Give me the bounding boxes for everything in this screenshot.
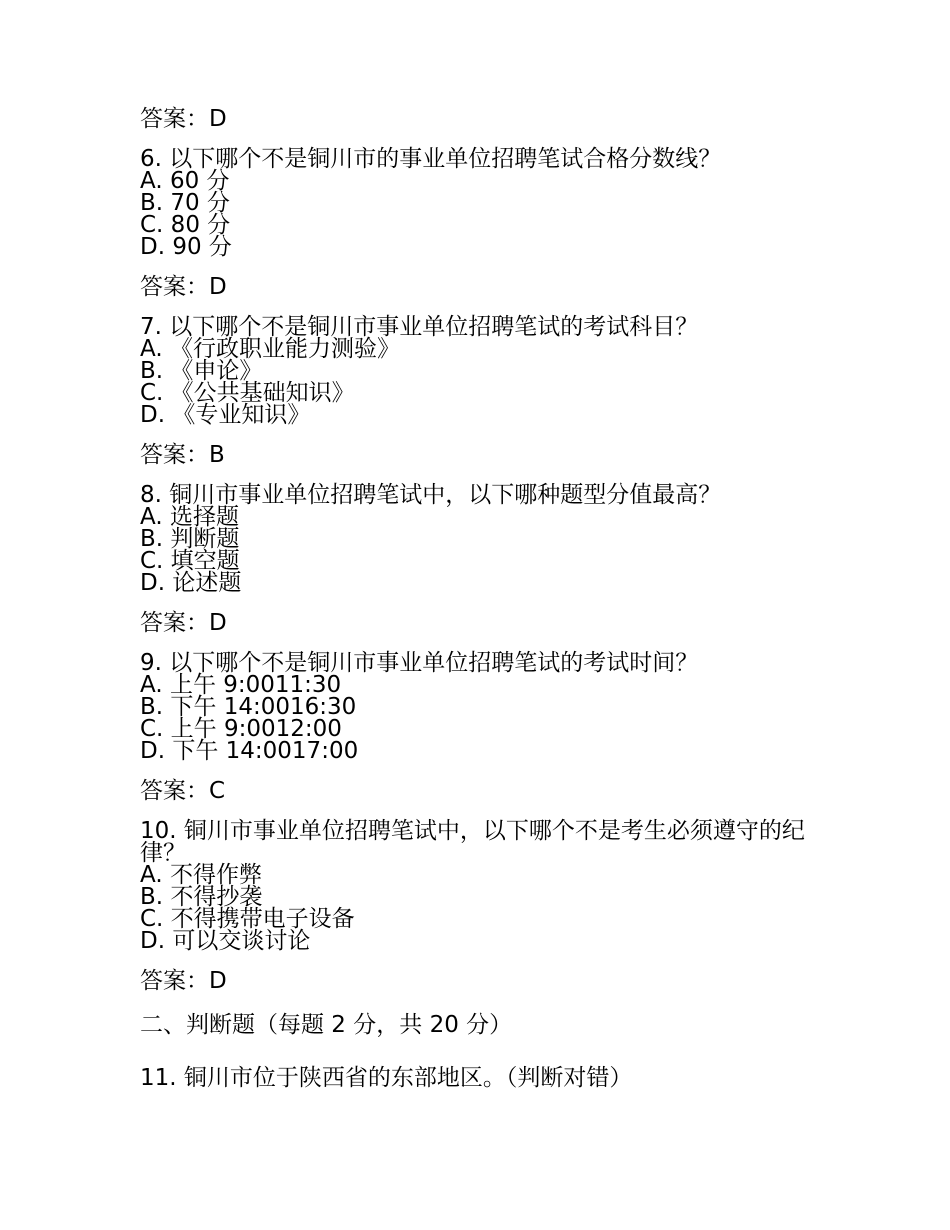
option-b: B. 下午 14:0016:30 (140, 694, 357, 720)
answer-previous: 答案：D (140, 106, 227, 132)
answer-9: 答案：C (140, 778, 226, 804)
option-a: A. 《行政职业能力测验》 (140, 336, 400, 362)
option-a: A. 不得作弊 (140, 862, 262, 888)
option-d: D. 可以交谈讨论 (140, 928, 311, 954)
option-a: A. 60 分 (140, 168, 230, 194)
answer-6: 答案：D (140, 274, 227, 300)
question-9 (140, 652, 840, 762)
option-b: B. 判断题 (140, 526, 240, 552)
option-d: D. 论述题 (140, 570, 242, 596)
answer-8: 答案：D (140, 610, 227, 636)
answer-7: 答案：B (140, 442, 225, 468)
option-c: C. 《公共基础知识》 (140, 380, 355, 406)
option-d: D. 《专业知识》 (140, 402, 311, 428)
question-text: 8. 铜川市事业单位招聘笔试中，以下哪种题型分值最高？ (140, 482, 722, 508)
question-text: 6. 以下哪个不是铜川市的事业单位招聘笔试合格分数线？ (140, 146, 722, 172)
option-a: A. 上午 9:0011:30 (140, 672, 342, 698)
section-title: 二、判断题（每题 2 分，共 20 分） (140, 1012, 513, 1038)
option-c: C. 不得携带电子设备 (140, 906, 355, 932)
document-page (140, 104, 840, 1116)
option-d: D. 下午 14:0017:00 (140, 738, 359, 764)
judge-question-11: 11. 铜川市位于陕西省的东部地区。（判断对错） (140, 1065, 633, 1091)
answer-10: 答案：D (140, 968, 227, 994)
option-c: C. 80 分 (140, 212, 231, 238)
question-text: 9. 以下哪个不是铜川市事业单位招聘笔试的考试时间？ (140, 650, 699, 676)
question-text: 7. 以下哪个不是铜川市事业单位招聘笔试的考试科目？ (140, 314, 699, 340)
question-text: 10. 铜川市事业单位招聘笔试中，以下哪个不是考生必须遵守的纪律？ (140, 818, 805, 866)
option-d: D. 90 分 (140, 234, 232, 260)
option-c: C. 上午 9:0012:00 (140, 716, 342, 742)
option-a: A. 选择题 (140, 504, 239, 530)
question-8 (140, 484, 840, 594)
option-b: B. 70 分 (140, 190, 230, 216)
option-b: B. 不得抄袭 (140, 884, 263, 910)
option-b: B. 《申论》 (140, 358, 263, 384)
question-10 (140, 820, 840, 952)
question-6 (140, 148, 840, 258)
question-7 (140, 316, 840, 426)
option-c: C. 填空题 (140, 548, 240, 574)
